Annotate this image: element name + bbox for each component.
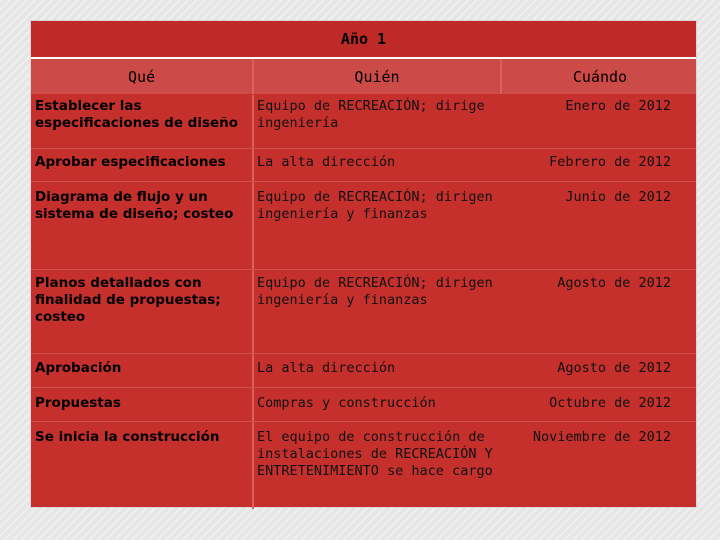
row-when: Enero de 2012 xyxy=(565,98,671,114)
header-que: Qué xyxy=(127,67,156,86)
row-what: Establecer las especificaciones de diseño xyxy=(35,98,239,131)
row-when: Octubre de 2012 xyxy=(549,395,671,411)
row-what: Aprobación xyxy=(35,360,122,376)
header-quien: Quién xyxy=(354,67,400,86)
row-who: La alta dirección xyxy=(257,360,396,376)
row-when: Noviembre de 2012 xyxy=(532,429,671,445)
row-who: Compras y construcción xyxy=(257,395,436,411)
row-divider xyxy=(31,387,696,388)
row-what: Propuestas xyxy=(35,395,121,411)
row-what: Planos detallados con finalidad de propuestas; costeo xyxy=(35,275,221,325)
row-who: El equipo de construcción de instalaciones de RECREACIÓN Y ENTRETENIMIENTO se hace cargo xyxy=(257,429,493,479)
row-who: Equipo de RECREACIÓN; dirigen ingeniería y finanzas xyxy=(257,189,493,222)
table-title: Año 1 xyxy=(31,21,696,59)
row-when: Agosto de 2012 xyxy=(557,360,671,376)
row-who: Equipo de RECREACIÓN; dirigen ingeniería y finanzas xyxy=(257,275,493,308)
row-divider xyxy=(31,421,696,422)
table-row xyxy=(31,275,696,355)
column-divider xyxy=(252,59,254,94)
column-divider xyxy=(500,59,502,94)
table-row xyxy=(31,360,696,390)
row-divider xyxy=(31,269,696,270)
table-header-row xyxy=(31,59,696,94)
row-divider xyxy=(31,181,696,182)
row-divider xyxy=(31,353,696,354)
header-cuando: Cuándo xyxy=(572,67,628,86)
row-when: Febrero de 2012 xyxy=(549,154,671,170)
row-who: Equipo de RECREACIÓN; dirige ingeniería xyxy=(257,98,485,131)
table-row xyxy=(31,189,696,269)
row-who: La alta dirección xyxy=(257,154,396,170)
row-what: Se inicia la construcción xyxy=(35,429,220,445)
row-divider xyxy=(31,148,696,149)
table-row xyxy=(31,154,696,184)
table-row xyxy=(31,429,696,507)
table-row xyxy=(31,98,696,148)
row-what: Aprobar especificaciones xyxy=(35,154,226,170)
schedule-table xyxy=(30,20,697,508)
row-what: Diagrama de flujo y un sistema de diseño; costeo xyxy=(35,189,234,222)
row-when: Agosto de 2012 xyxy=(557,275,671,291)
row-when: Junio de 2012 xyxy=(565,189,671,205)
